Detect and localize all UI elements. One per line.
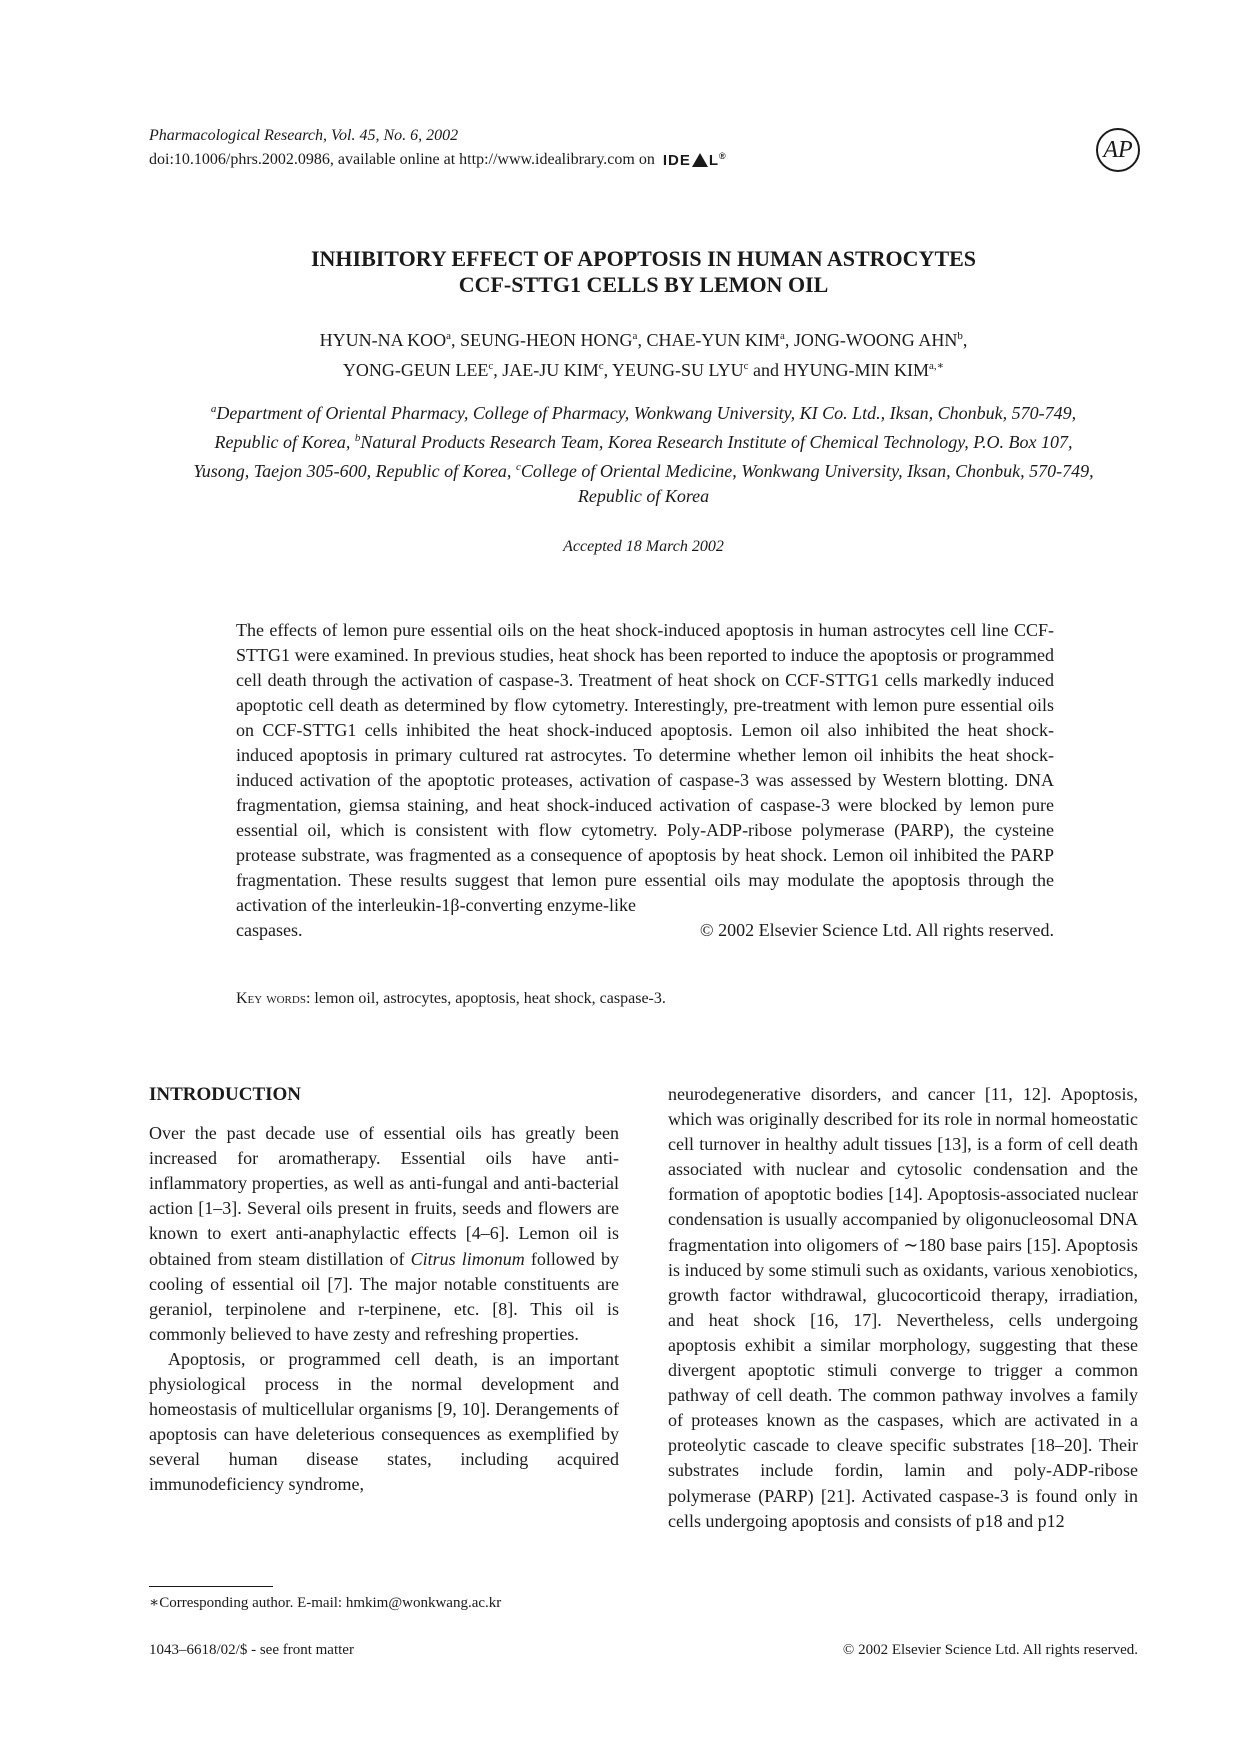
affiliation-b: Natural Products Research Team, Korea Research Institute of Chemical Technology, P.O. Box 107, Yusong, Taejon 305-600, Republic of Korea, [193, 432, 1073, 481]
affil-sup: a [210, 403, 217, 415]
affiliation-c: College of Oriental Medicine, Wonkwang University, Iksan, Chonbuk, 570-749, Republic of Korea [520, 461, 1094, 506]
abstract-body: The effects of lemon pure essential oils on the heat shock-induced apoptosis in human astrocytes cell line CCF-STTG1 were examined. In previous studies, heat shock has been reported to induce the apoptosis or programmed cell death through the activation of caspase-3. Treatment of heat shock on CCF-STTG1 cells markedly induced apoptotic cell death as determined by flow cytometry. Interestingly, pre-treatment with lemon pure essential oils on CCF-STTG1 cells inhibited the heat shock-induced apoptosis. Lemon oil also inhibited the heat shock-induced apoptosis in primary cultured rat astrocytes. To determine whether lemon oil inhibits the heat shock-induced activation of the apoptotic proteases, activation of caspase-3 was assessed by Western blotting. DNA fragmentation, giemsa staining, and heat shock-induced activation of caspase-3 were blocked by lemon pure essential oil, which is consistent with flow cytometry. Poly-ADP-ribose polymerase (PARP), the cysteine protease substrate, was fragmented as a consequence of apoptosis by heat shock. Lemon oil inhibited the PARP fragmentation. These results suggest that lemon pure essential oils may modulate the apoptosis through the activation of the interleukin-1β-converting enzyme-like [236, 620, 1054, 915]
affil-sup: b [354, 432, 361, 444]
publisher-logo: AP [1096, 128, 1140, 172]
registered-mark: ® [719, 151, 727, 161]
title-line-1: INHIBITORY EFFECT OF APOPTOSIS IN HUMAN ASTROCYTES [310, 246, 977, 271]
intro-p1-text: Over the past decade use of essential oils has greatly been increased for aromatherapy. Essential oils have anti-inflammatory properties, as well as anti-fungal and anti-bacterial action [1–3]. Several oils present in fruits, seeds and flowers are known to exert anti-anaphylactic effects [4–6]. Lemon oil is obtained from steam distillation of [149, 1123, 619, 1269]
author-sep: and [748, 360, 784, 380]
paper-title [160, 246, 1127, 298]
author-sep: , [784, 330, 794, 350]
author: HYUNG-MIN KIM [783, 360, 930, 380]
author: SEUNG-HEON HONG [460, 330, 633, 350]
author: JAE-JU KIM [502, 360, 599, 380]
ideal-logo [663, 146, 727, 171]
author-sep: , [962, 330, 968, 350]
footnote-rule [149, 1586, 273, 1587]
author-sep: , [603, 360, 612, 380]
footer-copyright: © 2002 Elsevier Science Ltd. All rights reserved. [842, 1642, 1138, 1658]
corresponding-author-footnote: ∗Corresponding author. E-mail: hmkim@wonkwang.ac.kr [149, 1595, 502, 1611]
left-column [149, 1082, 619, 1498]
author-sup: a,∗ [929, 360, 945, 372]
author-list [160, 323, 1127, 383]
ideal-triangle-icon [692, 153, 708, 167]
abstract-copyright: © 2002 Elsevier Science Ltd. All rights reserved. [699, 920, 1054, 940]
author-sup: c [488, 360, 494, 372]
author-sup: c [743, 360, 749, 372]
intro-p1-text-cont: followed by cooling of essential oil [7]. The major notable constituents are geraniol, terpinolene and r-terpinene, etc. [8]. This oil is commonly believed to have zesty and refreshing properties. [149, 1248, 620, 1344]
section-heading: INTRODUCTION [149, 1084, 302, 1105]
species-name: Citrus limonum [410, 1248, 525, 1269]
accepted-date: Accepted 18 March 2002 [563, 538, 724, 555]
intro-paragraph-3: neurodegenerative disorders, and cancer [11, 12]. Apoptosis, which was originally described for its role in normal homeostatic cell turnover in healthy adult tissues [13], is a form of cell death associated with nuclear and cytosolic condensation and the formation of apoptotic bodies [14]. Apoptosis-associated nuclear condensation is usually accompanied by oligonucleosomal DNA fragmentation into oligomers of ∼180 base pairs [15]. Apoptosis is induced by some stimuli such as oxidants, various xenobiotics, growth factor withdrawal, glucocorticoid therapy, irradiation, and heat shock [16, 17]. Nevertheless, cells undergoing apoptosis exhibit a similar morphology, suggesting that these divergent apoptotic stimuli converge to trigger a common pathway of cell death. The common pathway involves a family of proteases known as the caspases, which are activated in a proteolytic cascade to cleave specific substrates [18–20]. Their substrates include fordin, lamin and poly-ADP-ribose polymerase (PARP) [21]. Activated caspase-3 is found only in cells undergoing apoptosis and consists of p18 and p12 [668, 1084, 1138, 1531]
doi-text[interactable]: doi:10.1006/phrs.2002.0986, available online at http://www.idealibrary.com on [149, 151, 655, 168]
author: YEUNG-SU LYU [611, 360, 744, 380]
author-sep: , [451, 330, 461, 350]
right-column [668, 1082, 1138, 1534]
author-sup: b [957, 330, 963, 342]
doi-line [149, 146, 727, 171]
keywords [236, 990, 1054, 1008]
ideal-logo-left: IDE [662, 152, 691, 169]
author: HYUN-NA KOO [319, 330, 447, 350]
journal-header [149, 126, 727, 171]
author: JONG-WOONG AHN [793, 330, 958, 350]
author-sup: a [446, 330, 452, 342]
ideal-logo-right: L [708, 152, 720, 169]
keywords-text: : lemon oil, astrocytes, apoptosis, heat shock, caspase-3. [305, 990, 666, 1007]
footer-issn: 1043–6618/02/$ - see front matter [149, 1642, 354, 1658]
journal-citation: Pharmacological Research, Vol. 45, No. 6, 2002 [149, 127, 459, 144]
abstract-last-word: caspases. [236, 920, 303, 940]
author: CHAE-YUN KIM [646, 330, 780, 350]
intro-paragraph-2: Apoptosis, or programmed cell death, is an important physiological process in the normal development and homeostasis of multicellular organisms [9, 10]. Derangements of apoptosis can have deleterious consequences as exemplified by several human disease states, including acquired immunodeficiency syndrome, [149, 1348, 619, 1495]
author-sup: a [632, 330, 638, 342]
author-sup: a [779, 330, 785, 342]
author-sup: c [598, 360, 604, 372]
abstract-last-line [236, 918, 1054, 943]
affiliations [190, 397, 1097, 509]
author: YONG-GEUN LEE [342, 360, 489, 380]
affil-sup: c [515, 461, 521, 473]
author-sep: , [637, 330, 647, 350]
title-line-2: CCF-STTG1 CELLS BY LEMON OIL [458, 272, 829, 297]
intro-paragraph-1 [149, 1121, 619, 1347]
keywords-label: Key words [236, 990, 306, 1007]
author-sep: , [493, 360, 503, 380]
affiliation-a: Department of Oriental Pharmacy, College of Pharmacy, Wonkwang University, KI Co. Ltd., Iksan, Chonbuk, 570-749, Republic of Korea, [214, 403, 1077, 452]
abstract [236, 618, 1054, 943]
